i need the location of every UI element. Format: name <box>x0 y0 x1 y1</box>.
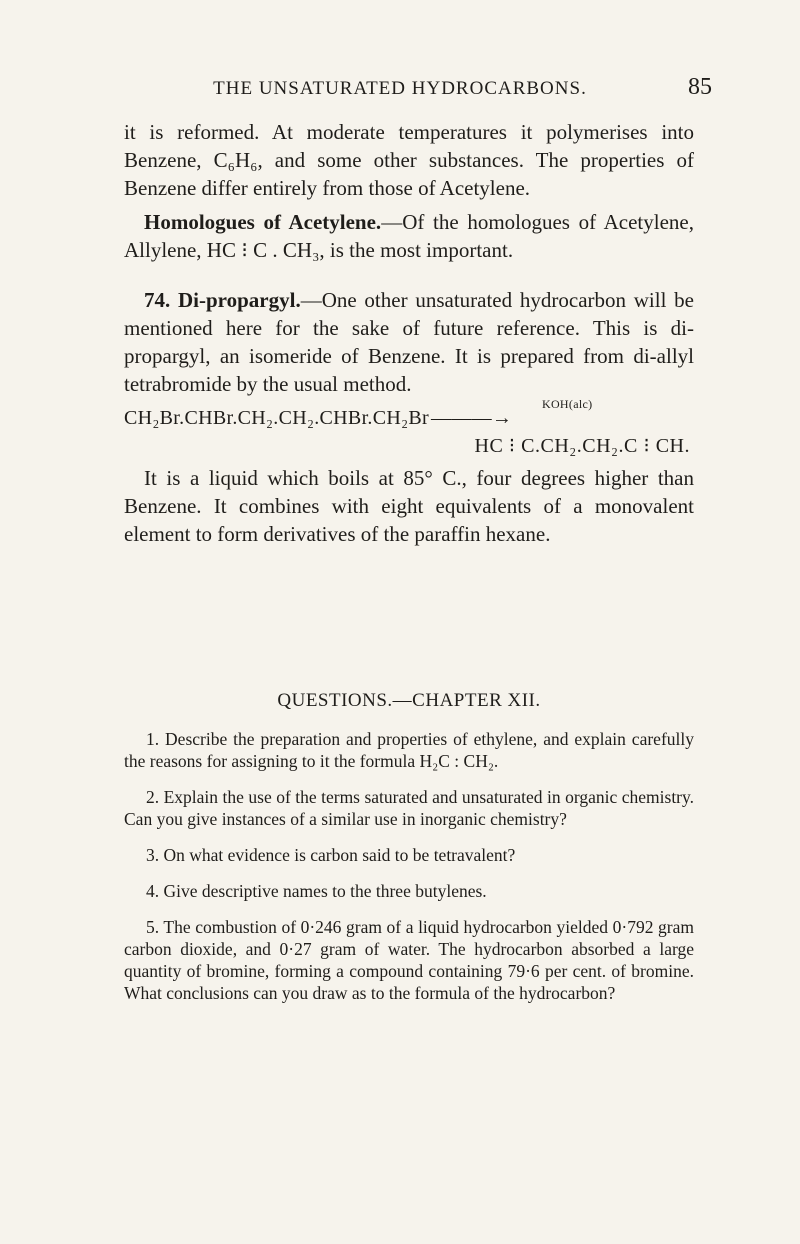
paragraph-homologues <box>124 208 694 264</box>
questions-section <box>124 690 694 1018</box>
section-heading-homologues: Homologues of Acetylene. <box>144 210 382 234</box>
reaction-arrow: ———→ <box>430 407 513 429</box>
paragraph-dipropargyl-text: —One other unsaturated hydrocarbon will be mentioned here for the sake of future reference. This is di-propargyl, an isomeride of Benzene. It is prepared from di-allyl tetrabromide by the usual method. <box>124 288 694 396</box>
reaction-equation <box>124 397 694 460</box>
questions-heading: QUESTIONS.—CHAPTER XII. <box>277 690 541 711</box>
reaction-condition: KOH(alc) <box>542 397 593 411</box>
paragraph-properties: It is a liquid which boils at 85° C., four degrees higher than Benzene. It combines with eight equivalents of a monovalent element to form derivatives of the paraffin hexane. <box>124 466 694 546</box>
paragraph-continuation: it is reformed. At moderate temperatures it polymerises into Benzene, C₆H₆, and some other substances. The properties of Benzene differ entirely from those of Acetylene. <box>124 120 694 200</box>
main-text <box>124 118 694 554</box>
question-item: 1. Describe the preparation and properties of ethylene, and explain carefully the reasons for assigning to it the formula H₂C : CH₂. <box>124 729 694 771</box>
question-item: 3. On what evidence is carbon said to be tetravalent? <box>146 845 516 865</box>
equation-reactant-line <box>124 397 694 432</box>
section-heading-dipropargyl: 74. Di-propargyl. <box>144 288 301 312</box>
question-item: 2. Explain the use of the terms saturated and unsaturated in organic chemistry. Can you give instances of a similar use in inorganic chemistry? <box>124 787 694 829</box>
question-item: 4. Give descriptive names to the three butylenes. <box>146 881 487 901</box>
paragraph-homologues-text: —Of the homologues of Acetylene, Allylene, HC ⁝ C . CH₃, is the most important. <box>124 210 694 262</box>
equation-reactant: CH₂Br.CHBr.CH₂.CH₂.CHBr.CH₂Br <box>124 407 429 429</box>
paragraph-dipropargyl <box>124 286 694 398</box>
equation-product: HC ⁝ C.CH₂.CH₂.C ⁝ CH. <box>474 435 690 457</box>
question-item: 5. The combustion of 0·246 gram of a liquid hydrocarbon yielded 0·792 gram carbon dioxide, and 0·27 gram of water. The hydrocarbon absorbed a large quantity of bromine, forming a compound containing 79·6 per cent. of bromine. What conclusions can you draw as to the formula of the hydrocarbon? <box>124 917 694 1003</box>
page-number: 85 <box>688 74 712 100</box>
running-header: THE UNSATURATED HYDROCARBONS. <box>213 78 587 99</box>
